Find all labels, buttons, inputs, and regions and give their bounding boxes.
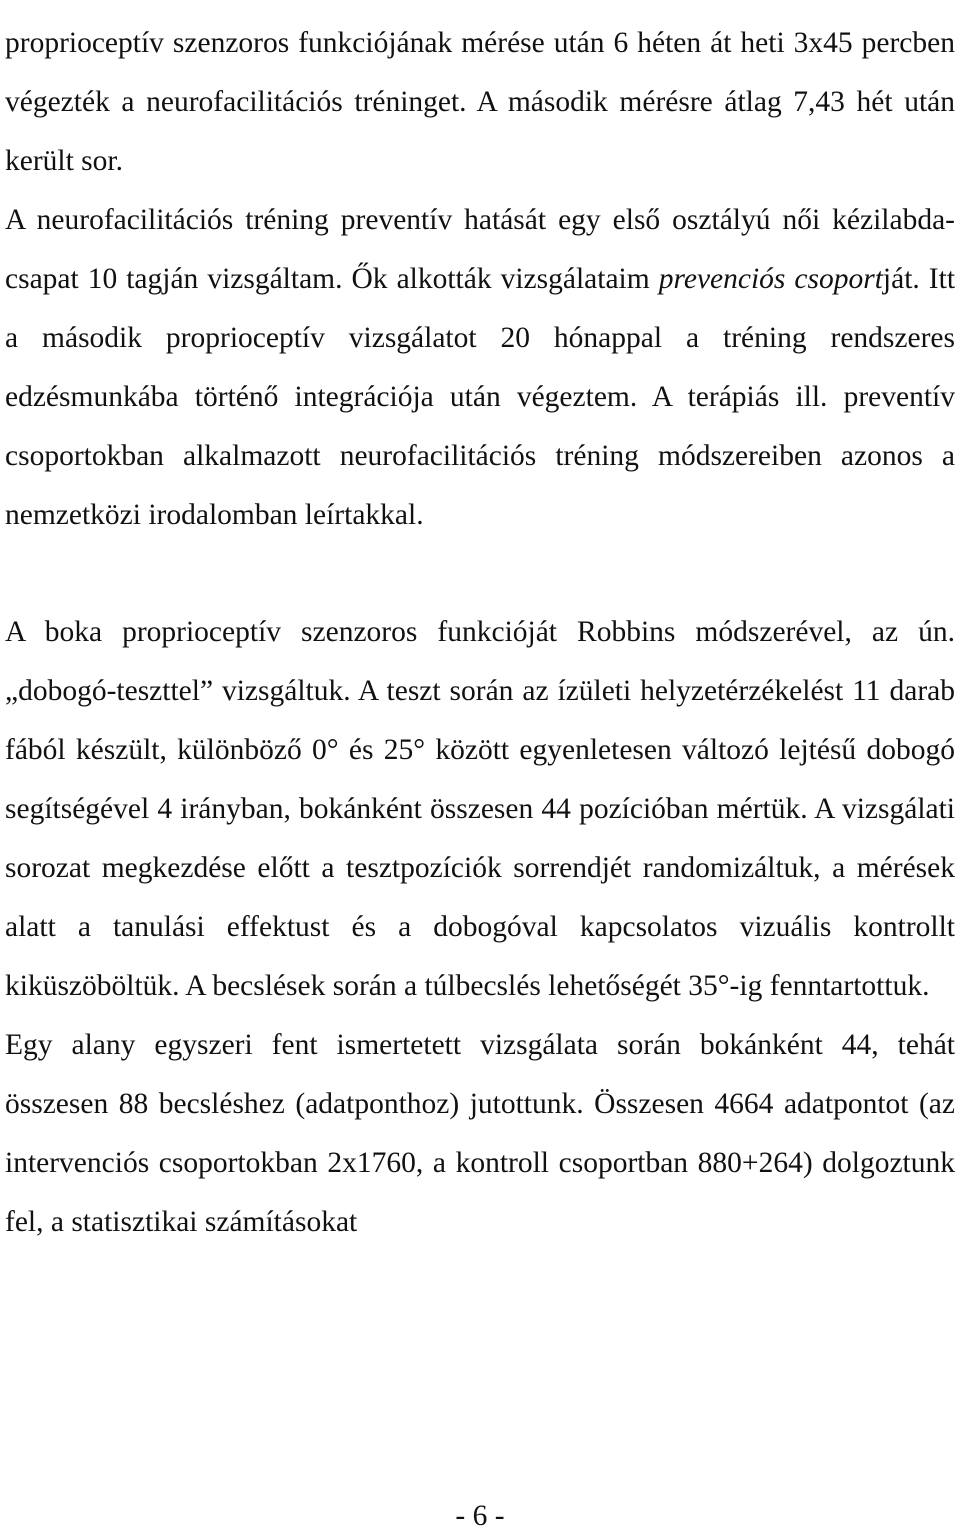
paragraph-data-points: Egy alany egyszeri fent ismertetett vizsgálata során bokánként 44, tehát összesen 88 becsléshez (adatponthoz) jutottunk. Összesen 4664 adatpontot (az intervenciós csoportokban 2x1760, a kontroll csoportban 880+264) dolgoztunk fel, a statisztikai számításokat bbox=[5, 1029, 955, 1238]
paragraph-prevention-group-text-start: A neurofacilitációs tréning preventív hatását egy első osztályú női kézilabda-csapat 10 tagján vizsgáltam. Ők alkották vizsgálataim bbox=[5, 204, 955, 295]
paragraph-prevention-group bbox=[5, 191, 955, 545]
paragraph-prevention-group-text-end: ját. Itt a második proprioceptív vizsgálatot 20 hónappal a tréning rendszeres edzésmunkába történő integrációja után végeztem. A terápiás ill. preventív csoportokban alkalmazott neurofacilitációs tréning módszereiben azonos a nemzetközi irodalomban leírtakkal. bbox=[5, 263, 956, 531]
document-page bbox=[5, 0, 955, 1252]
paragraph-robbins-method: A boka proprioceptív szenzoros funkcióját Robbins módszerével, az ún. „dobogó-teszttel” vizsgáltuk. A teszt során az ízületi helyzetérzékelést 11 darab fából készült, különböző 0° és 25° között egyenletesen változó lejtésű dobogó segítségével 4 irányban, bokánként összesen 44 pozícióban mértük. A vizsgálati sorozat megkezdése előtt a tesztpozíciók sorrendjét randomizáltuk, a mérések alatt a tanulási effektust és a dobogóval kapcsolatos vizuális kontrollt kiküszöböltük. A becslések során a túlbecslés lehetőségét 35°-ig fenntartottuk. bbox=[5, 616, 955, 1002]
page-number: - 6 - bbox=[455, 1500, 505, 1532]
paragraph-training-period: proprioceptív szenzoros funkciójának mérése után 6 héten át heti 3x45 percben végezték a neurofacilitációs tréninget. A második mérésre átlag 7,43 hét után került sor. bbox=[5, 27, 955, 177]
prevention-group-term: prevenciós csoport bbox=[658, 263, 883, 295]
